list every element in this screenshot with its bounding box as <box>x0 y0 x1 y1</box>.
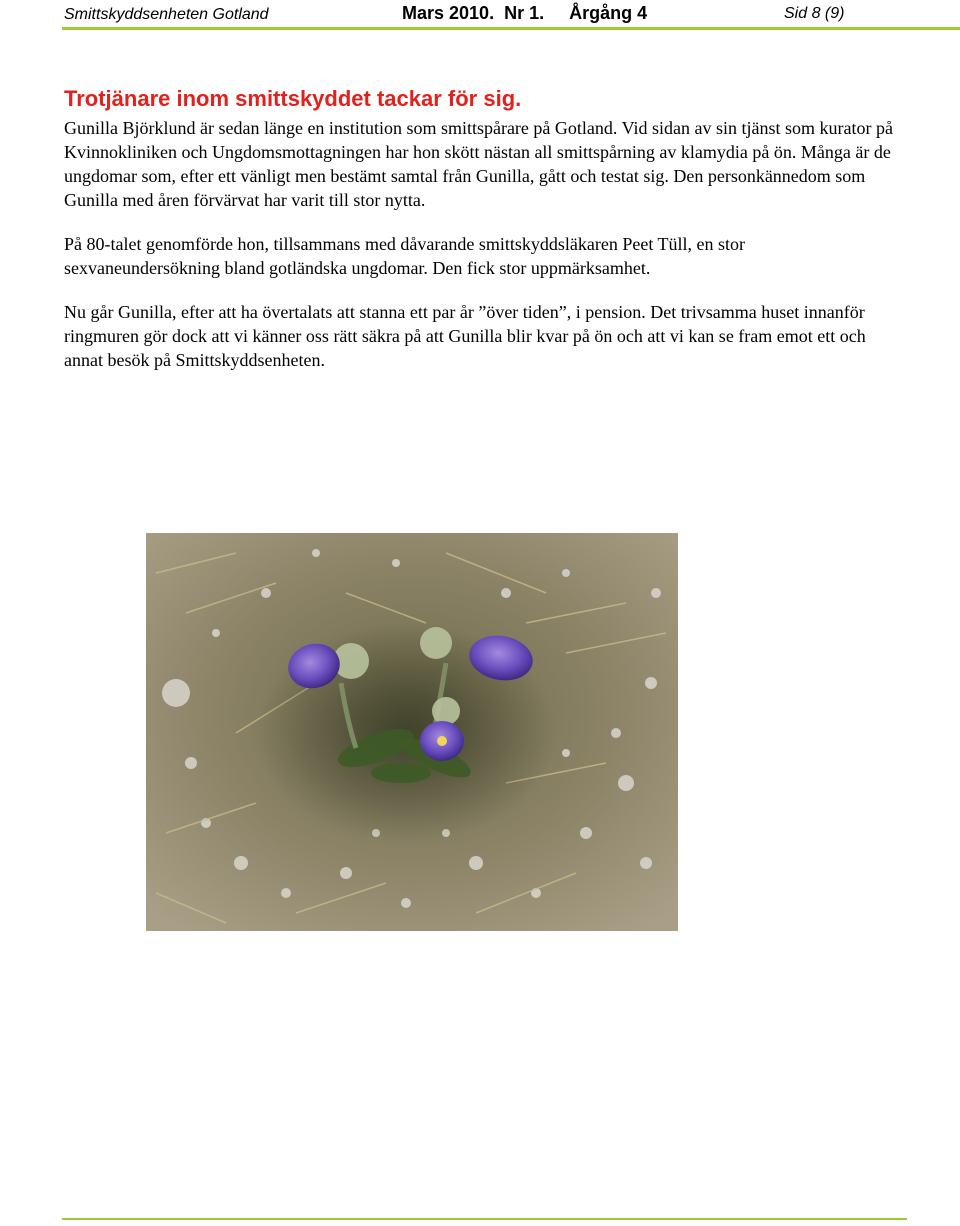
article-paragraph-1: Gunilla Björklund är sedan länge en institution som smittspårare på Gotland. Vid sidan av sin tjänst som kurator på Kvinnokliniken och Ungdomsmottagningen har hon skött nästan all smittspårning av klamydia på ön. Många är de ungdomar som, efter ett vänligt men bestämt samtal från Gunilla, gått och testat sig. Den personkännedom som Gunilla med åren förvärvat har varit till stor nytta. <box>64 118 893 210</box>
footer-rule <box>62 1218 907 1220</box>
header-volume: Årgång 4 <box>569 3 648 23</box>
header-rule <box>62 27 960 30</box>
page-header <box>62 0 960 32</box>
pasque-flowers-photo <box>146 533 678 931</box>
header-issue-number: Nr 1. <box>504 3 545 23</box>
header-organization: Smittskyddsenheten Gotland <box>64 6 269 23</box>
header-issue-date: Mars 2010. <box>402 3 495 23</box>
article-paragraph-2: På 80-talet genomförde hon, tillsammans med dåvarande smittskyddsläkaren Peet Tüll, en stor sexvaneundersökning bland gotländska ungdomar. Den fick stor uppmärksamhet. <box>64 234 746 278</box>
header-issue <box>402 3 647 24</box>
article-title: Trotjänare inom smittskyddet tackar för sig. <box>64 86 522 111</box>
header-page-number: Sid 8 (9) <box>784 5 845 22</box>
photo-illustration <box>146 533 678 931</box>
article <box>64 86 904 392</box>
article-paragraph-3: Nu går Gunilla, efter att ha övertalats att stanna ett par år ”över tiden”, i pension. Det trivsamma huset innanför ringmuren gör dock att vi känner oss rätt säkra på att Gunilla blir kvar på ön och att vi kan se fram emot ett och annat besök på Smittskyddsenheten. <box>64 302 866 370</box>
